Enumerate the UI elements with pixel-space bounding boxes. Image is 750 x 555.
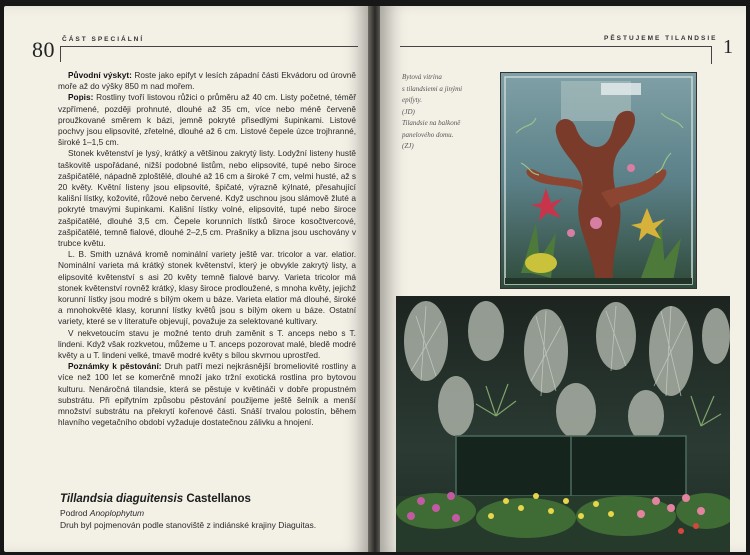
species-author: Castellanos [183, 493, 251, 505]
paragraph-confusion [58, 328, 356, 362]
etymology-line: Druh byl pojmenován podle stanoviště z indiánské krajiny Diaguitas. [60, 520, 317, 530]
paragraph-description [58, 92, 356, 148]
paragraph-text: Druh patří mezi nejkrásnější bromeliovité rostliny a více než 100 let se komerčně množí jako tržní exotická rostlina pro bytovou kulturu. Nenáročná tilandsie, která se pěstuje v květináči v dobře propustném substrátu. Při epifytním způsobu pěstování použijeme ještě šelník a menší množství substrátu na překrytí kořenové části. Snáší trvalou polostín, během hlavního vegetačního období vyžaduje dostatečnou zálivku a hnojení. [58, 361, 356, 428]
balcony-photo [396, 296, 730, 552]
paragraph-text: Stonek květenství je lysý, krátký a většinou zakrytý listy. Lodyžní listeny hustě taškovitě uspořádané, nižší podobné listům, nebo elipsovité, tupé nebo široce zašpičatělé, nápadně zploštělé, dlouhé až 16 cm a široké 7 cm, velmi husté, až s 20 květy. Květní listeny jsou elipsovité, špičaté, výrazně kýlnaté, přesahující kališní lístky, kožovité, růžové nebo červené. Když uschnou jsou slámově žluté a pokryté tmavými šupinkami. Kališní lístky volné, elipsovité, tupé nebo široce zašpičatělé, dlouhé 3,5 cm. Čepele korunních lístků široce kosočtvercové, zašpičatělé, temně fialové, dlouhé 2–2,5 cm. Prašníky a blizna jsou uschovány v trubce květu. [58, 148, 356, 249]
header-vertical-rule-left [60, 46, 61, 62]
subgenus-label: Podrod [60, 508, 90, 518]
running-header-right: PĚSTUJEME TILANDSIE [604, 35, 718, 42]
caption-line: panelového domu. [402, 130, 454, 139]
paragraph-text: Rostliny tvoří listovou růžici o průměru až 40 cm. Listy početné, téměř vzpřímené, později prohnuté, dlouhé až 35 cm, více nebo méně červeně proužkované směrem k bázi, jemně pokryté přisedlými šupinkami. Listové pochvy jsou elipsovité, zřetelné, dlouhé až 6 cm. Listové čepele úzce trojhranné, široké 1–1,5 cm. [58, 92, 356, 148]
caption-line: (ZJ) [402, 142, 414, 150]
paragraph-origin [58, 70, 356, 92]
paragraph-varieties [58, 249, 356, 327]
page-number-left: 80 [32, 37, 55, 62]
species-heading [60, 493, 360, 505]
right-page [380, 6, 746, 552]
running-header-left: ČÁST SPECIÁLNÍ [62, 36, 145, 43]
caption-line: epifyty. [402, 96, 423, 104]
balcony-illustration [396, 296, 730, 552]
species-name: Tillandsia diaguitensis [60, 493, 184, 505]
header-rule-left [60, 46, 358, 47]
caption-line: Tilandsie na balkoně [402, 119, 461, 127]
photo-captions [402, 72, 494, 153]
caption-line: (JD) [402, 107, 415, 116]
vitrine-photo [500, 72, 697, 289]
page-number-right: 1 [723, 36, 733, 58]
subgenus-name: Anoplophytum [89, 508, 145, 518]
caption-line: s tilandsiemi a jinými [402, 84, 463, 93]
paragraph-text: V nekvetoucím stavu je možné tento druh zaměnit s T. anceps nebo s T. lindeni. Když však rozkvetou, můžeme u T. anceps pozorovat malé, bledě modré květy a u T. lindeni velké, tmavě modré květy s bílou skvrnou uprostřed. [58, 327, 356, 361]
body-text [58, 70, 356, 429]
left-page [4, 6, 370, 552]
subgenus-line [60, 508, 360, 518]
paragraph-lead: Poznámky k pěstování: [68, 361, 162, 372]
paragraph-cultivation [58, 361, 356, 428]
paragraph-text: L. B. Smith uznává kromě nominální variety ještě var. tricolor a var. elatior. Nominální varieta má krátký stonek květenství, který je obvykle zakrytý listy, a elipsovité květenství s asi 20 květy temně fialové barvy. Varieta tricolor má stonek květenství rovněž krátký, klasy široce prodloužené, s mnoha květy, jejichž korunní lístky jsou modré s bílým okem u báze. Varieta elatior má dlouhé, široké a mnohokvěté klasy, korunní lístky květů jsou s bílým okem u báze. Ostatní variety, které se v literatuře objevují, považuje za selektované kultivary. [58, 249, 356, 327]
paragraph-lead: Původní výskyt: [68, 70, 132, 80]
header-rule-right [400, 46, 712, 47]
paragraph-lead: Popis: [68, 92, 94, 103]
vitrine-illustration [501, 73, 696, 288]
header-vertical-rule-right [711, 46, 712, 64]
caption-line: Bytová vitrína [402, 73, 442, 81]
paragraph-text: Roste jako epifyt v lesích západní části Ekvádoru od úrovně moře až do výšky 850 m nad mořem. [58, 70, 356, 92]
paragraph-inflorescence [58, 148, 356, 249]
